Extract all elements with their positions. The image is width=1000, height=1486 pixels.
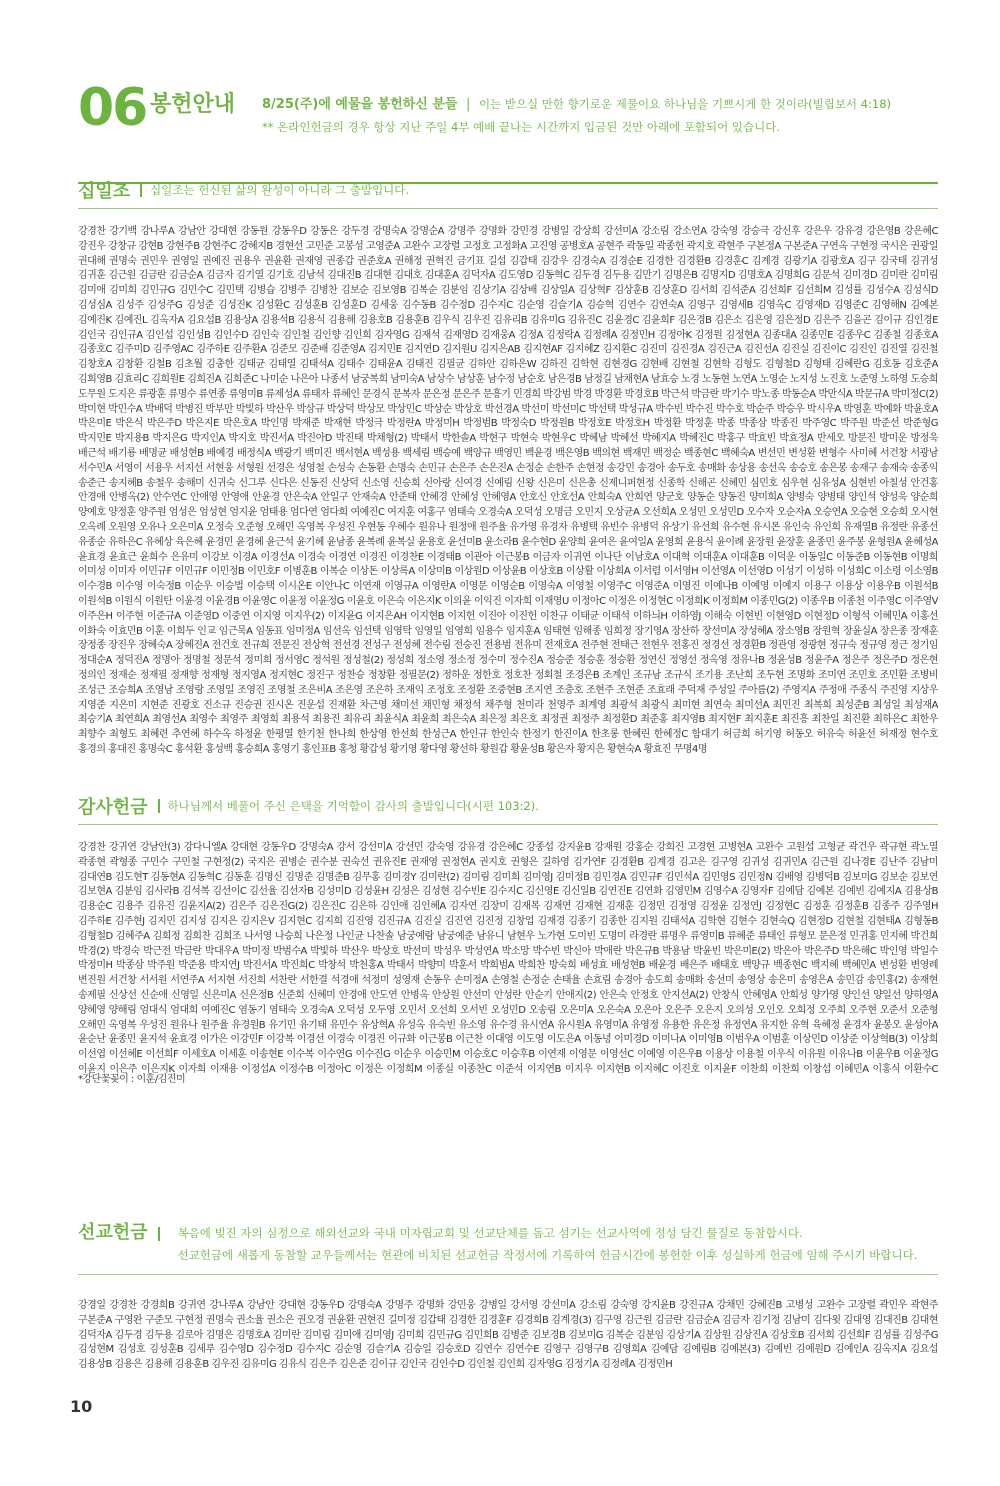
offering-date-title: 8/25(주)에 예물을 봉헌하신 분들 [262,97,458,112]
mission-heading [78,1220,938,1272]
mission-description-line-1: 복음에 빚진 자의 심정으로 해외선교와 국내 미자립교회 및 선교단체를 돕고 섬기는 선교사역에 정성 담긴 물질로 동참합시다. [177,1226,803,1240]
separator-bar: | [466,97,471,112]
flower-offering-footnote: *강단꽃꽂이 : 이훈/김진미 [78,1074,186,1085]
mission-divider [78,1274,938,1275]
separator-bar [140,183,142,197]
mission-description [178,1220,918,1266]
separator-bar [158,799,160,813]
mission-description-line-2: 선교헌금에 새롭게 동참할 교우들께서는 현관에 비치된 선교헌금 작정서에 기록하여 헌금시간에 봉헌한 이후 성실하게 헌금에 임해 주시기 바랍니다. [177,1248,918,1262]
thanks-heading [78,790,938,822]
section-title: 봉헌안내 [150,92,236,117]
tithe-name-list: 강경찬 강기백 강나루A 강남안 강대현 강동원 강동우D 강동은 강두경 강명숙A 강명순A 강명주 강명화 강민경 강병일 강상희 강선미A 강소림 강소연A 강숙영 강승극 강신후 강은우 강유경 강은영B 강은혜C 강진우 강창규 강현B 강현주B 강현주C 강혜지B 경현선 고민준 고봉성 고영준A 고완수 고장렬 고정호 고정화A 고진영 공병호A 공현주 곽동일 곽종헌 곽지호 곽현주 구본정A 구본준A 구연옥 구현정 국시은 권광일 권대해 권명숙 권민우 권영일 권예진 권용우 권윤환 권재영 권종갑 권준호A 권해정 권혁진 금기표 길섭 김갑태 김강우 김경숙A 김경순E 김경한 김경환B 김경훈C 김계경 김광기A 김광호A 김구 김국태 김귀성 김귀훈 김근원 김금란 김금순A 김금자 김기열 김기호 김남석 김대진B 김대현 김대호 김대훈A 김덕자A 김도영D 김동혁C 김두경 김두용 김만기 김명은B 김명지D 김명호A 김명희G 김문석 김미경D 김미란 김미림 김미애 김미희 김민규G 김민수C 김민택 김병습 김병주 김병찬 김보순 김보영B 김복순 김분임 김상기A 김상배 김상일A 김상혁F 김상훈B 김상훈D 김서희 김석준A 김선희F 김선희M 김성률 김성수A 김성식D 김성심A 김성주 김성주G 김성준 김성진K 김성환C 김성훈B 김성훈D 김세웅 김수동B 김수정D 김수지C 김순영 김슬기A 김승혁 김연수 김연숙A 김영구 김영세B 김영옥C 김영재D 김영준C 김영해N 김예본 김예진K 김예진L 김옥자A 김요섭B 김용상A 김용석B 김용식 김용해 김용호B 김용훈B 김우식 김우진 김유리B 김유미G 김유진C 김윤경C 김윤희F 김은경B 김은소 김은영 김은정D 김은주 김을곤 김이규 김인경E 김인국 김인규A 김인섭 김인성B 김인수D 김인숙 김인철 김인향 김인희 김자영G 김재석 김재영D 김재웅A 김정A 김정락A 김정례A 김정민H 김정아K 김정원 김정현A 김종대A 김종민E 김종우C 김종철 김종호A 김종호C 김주미D 김주영AC 김주하E 김주환A 김준모 김준배 김준영A 김지민E 김지연D 김지원U 김지은AB 김지현AF 김지혜Z 김지환C 김진미 김진경A 김진근A 김진선A 김진실 김진이C 김진인 김진열 김진철 김창호A 김창환 김철B 김초월 김충한 김태균 김태열 김태석A 김태수 김태윤A 김태진 김필균 김하안 김하은W 김하진 김학현 김현경G 김현배 김현철 김현학 김형도 김형철D 김형태 김혜란G 김호동 김호준A 김회영B 김효리C 김희원E 김희진A 김희준C 나미순 나은아 나종서 남궁복희 남미숙A 남상수 남상훈 남수정 남순호 남은경B 남정길 남채현A 남효승 노경 노동현 노연A 노영순 노지성 노진호 노준영 노하영 도승희 도무원 도지은 류광훈 류명수 류연종 류영미B 류제성A 류태자 류혜인 문경식 문복자 문은정 문은주 문흥기 민경희 박강범 박경 박경환 박경호B 박근석 박금란 박기수 박노종 박동순A 박만식A 박문규A 박미정C(2) 박미현 박민수A 박배덕 박병진 박부만 박빛하 박산우 박삼규 박상덕 박상모 박상민C 박상순 박상호 박선경A 박선미 박선미C 박선택 박성규A 박수빈 박수진 박수호 박순주 박승우 박시우A 박영훈 박예화 박윤호A 박은미E 박은식 박은주D 박은지E 박은호A 박인명 박재준 박재현 박정극 박정란A 박정미H 박정범B 박정숙D 박정원B 박정호E 박정호H 박정환 박정훈 박종 박종삼 박종진 박주영C 박주원 박준선 박준형G 박지민E 박지용B 박지은G 박지인A 박지호 박진서A 박진아D 박진태 박채형(2) 박태서 박한솔A 박현구 박현숙 박현우C 박혜남 박혜선 박혜지A 박혜진C 박홍구 박효빈 박효정A 반세오 방문진 방미운 방정욱 배근석 배기룡 배명균 배성현B 배예경 배정식A 백광기 백미진 백서현A 백성용 백세림 백승예 백양규 백영민 백윤경 백은영B 백의현 백재민 백정순 백종현C 백혜숙A 변선민 변성환 변형수 사미혜 서건창 서광남 서수민A 서영이 서용우 서지선 서현웅 서형원 선경은 성영철 손성숙 손동환 손명숙 손민규 손은주 손은진A 손정순 손한주 손현정 송강민 송경아 송두호 송매화 송상용 송선옥 송승호 송은봉 송재구 송재숙 송종익 송준근 송지혜B 송철우 송해미 신귀숙 신그루 신다은 신동진 신상덕 신소영 신승희 신아랑 신여경 신예림 신왕 신은미 신은총 신제니퍼현정 신종학 신해곤 신혜민 심민호 심우현 심유성A 심현빈 아칠성 안건홍 안경애 안병옥(2) 안수연C 안애영 안영애 안윤경 안은숙A 안일구 안재숙A 안준태 안혜경 안혜성 안혜영A 안호신 안호선A 안희숙A 안희연 양군호 양동순 양동진 양미희A 양병숙 양병태 양인석 양성욱 양순희 양예호 양정훈 양주원 엄성은 엄성현 엄지윤 엄태용 엄다연 엄다희 여예진C 여지훈 여홍구 염태숙 오경숙A 오덕성 오명금 오민지 오상균A 오선희A 오성민 오성민D 오수자 오순자A 오승연A 오승현 오승희 오시현 오옥례 오원영 오유나 오은미A 오정숙 오준형 오해민 옥영복 우성진 우현동 우혜수 원유나 원정애 원주율 유가영 유경자 유병택 유빈수 유병덕 유상기 유선희 유수현 유시몬 유인숙 유인희 유재열B 유정란 유종선 유종순 유하은C 유혜상 육은혜 윤경민 윤경혜 윤근석 윤기혜 윤남종 윤복례 윤복실 윤용호 윤선미B 윤소라B 윤수현D 윤양희 윤여은 윤여일A 윤영희 윤용식 윤이례 윤장원 윤장훈 윤종민 윤주봉 윤형원A 윤혜성A 윤효경 윤효근 윤희수 은유미 이강보 이경A 이경선A 이경숙 이경연 이경진 이경찬E 이경태B 이관아 이근봉B 이금자 이귀연 이나단 이남호A 이대혁 이대훈A 이대훈B 이덕운 이동일C 이동준B 이동현B 이명희 이미성 이미자 이민규F 이민규F 이민정B 이민호F 이병훈B 이복순 이상돈 이상록A 이상미B 이상원D 이상윤B 이상호B 이상활 이상희A 이서렴 이서영H 이선영A 이선영D 이성기 이성하 이성희C 이소령 이소영B 이수경B 이수영 이숙정B 이순우 이승법 이승택 이시온E 이안나C 이연재 이영규A 이영란A 이영문 이영순B 이영숙A 이영철 이영주C 이영준A 이영진 이예나B 이예영 이예지 이용구 이용상 이용우B 이원석B 이원석B 이원식 이원탄 이윤경 이윤경B 이윤영C 이윤정 이윤정G 이윤호 이은숙 이은지K 이의윤 이익진 이자희 이재영U 이정아C 이정은 이정현C 이정희K 이정희M 이종민G(2) 이종우B 이종천 이주영C 이주영V 이주은H 이주현 이준규A 이준영D 이중연 이지영 이지우(2) 이지윤G 이지은AH 이지현B 이지헌 이진아 이진헌 이찬규 이태균 이태석 이하늬H 이하영J 이해숙 이현빈 이현영D 이현정D 이형석 이혜민A 이홍선 이화숙 이효민B 이훈 이희두 인교 임근묵A 임동표 임미정A 임선옥 임선택 임영탁 임영일 임영희 임용수 임지훈A 임태현 임해종 임희정 장기영A 장산하 장선미A 장성혜A 장소영B 장원혁 장윤실A 장은종 장재훈 장정종 장진우 장혜숙A 장혜진A 전건호 전규희 전문진 전상혁 전선경 전성구 전성혜 전수림 전승진 전용범 전유미 전재호A 전주현 전태근 전현우 전홍진 정경선 정경환B 정관영 정광현 정규숙 정규영 정근 정기임 정대순A 정덕진A 정명아 정명철 정문석 정미희 정서영C 정석원 정성철(2) 정성희 정소영 정소정 정수미 정수진A 정승준 정승훈 정승환 정연신 정영선 정옥영 정유나B 정윤성B 정윤주A 정은주 정은주D 정은현 정의인 정재순 정재필 정재향 정재형 정지영A 정지현C 정진구 정찬승 정창환 정필문(2) 정하운 정한호 정호찬 정회철 조경은B 조계인 조규남 조규식 조기용 조난희 조두현 조명화 조미연 조민호 조민환 조병비 조성근 조승희A 조영남 조영랑 조영일 조영진 조영철 조은비A 조은영 조은하 조재익 조정호 조정환 조중현B 조지연 조층호 조현주 조현준 조효래 주덕재 주성일 주아름(2) 주영지A 주정애 주종식 주진영 지상우 지영준 지은미 지현준 진광호 진소규 진승권 진시온 진운섭 진재환 차근영 채미선 채민형 채정석 채주형 천미라 천영주 최계영 최광석 최광식 최미현 최연숙 최미선A 최민진 최복희 최성준B 최성일 최성재A 최승기A 최연희A 최영선A 최영수 최영주 최영희 최용석 최용진 최유리 최윤식A 최윤희 최은숙A 최은정 최은호 최정권 최정주 최정환D 최준홍 최지영B 최지현F 최지훈E 최진흥 최찬일 최진환 최하은C 최한우 최향수 최형도 최혜련 추연혜 하수옥 하정윤 한평열 한기천 한나희 한상영 한선희 한성근A 한인규 한인숙 한정기 한진이A 한초롱 한혜린 한혜정C 함대기 허금희 허기영 허동오 허유숙 허윤선 허재정 현수호 홍경의 홍대진 홍명숙C 홍석환 홍성백 홍승희A 홍영기 홍인표B 홍청 황갑성 황기영 황다영 황선하 황원갑 황윤성B 황은자 황지은 황현숙A 황효진 무명4명 [78,226,938,755]
tithe-heading [78,174,938,206]
thanks-title: 감사헌금 [78,797,148,818]
offering-date-line [262,94,891,115]
tithe-divider [78,208,938,209]
thanks-name-list: 강경찬 강귀연 강남안(3) 강다니엘A 강대현 강동우D 강명숙A 강서 강선미A 강선민 강숙영 강유경 강은혜C 강종섭 강지윤B 강재원 강홍순 강희진 고경현 고병현A 고완수 고원섭 고형균 곽건우 곽규현 곽노열 곽종현 곽형종 구민수 구민철 구현정(2) 국지은 권병순 권수분 권숙선 권유진E 권재영 권정현A 권지호 권형은 길하영 김가연F 김경환B 김계경 김고은 김구영 김귀성 김귀민A 김근원 김나경E 김난주 김남미 김대연B 김도현T 김동현A 김동혁C 김동훈 김명신 김명준 김명준B 김무홍 김미경Y 김미란(2) 김미림 김미희 김미영J 김미정B 김민경A 김민규F 김민석A 김민영S 김민정N 김배영 김병덕B 김보미G 김보순 김보연 김보현A 김분임 김사라B 김석복 김선이C 김선율 김선자B 김성미D 김성윤H 김성은 김성현 김수빈E 김수지C 김신영E 김신일B 김연진E 김연화 김영민M 김영수A 김영자F 김예담 김예본 김예빈 김예지A 김용상B 김용순C 김용주 김유진 김윤지A(2) 김은주 김은진G(2) 김은진C 김은하 김인애 김인혜A 김자연 김장미 김재목 김재연 김재현 김재훈 김정민 김정영 김정윤 김정연J 김정현C 김정훈 김정훈B 김종주 김주영H 김주하E 김주현J 김지민 김지성 김지은 김지은V 김지현C 김지희 김진영 김진규A 김진실 김진연 김진정 김창업 김재경 김종기 김종한 김지원 김태석A 김학현 김현수 김현숙Q 김현정D 김현철 김현태A 김형동B 김형철D 김혜주A 김희정 김희찬 김희조 나서영 나승희 나은정 나인균 나찬솔 남궁예람 남궁예준 남유니 남현우 노가현 도미빈 도명미 라경란 류명우 류영미B 류혜준 류태인 류형모 문은정 민귀홍 민지혜 박건희 박경(2) 박경숙 박근전 박금란 박대우A 박미정 박범수A 박빛하 박산우 박상호 박선미 박성우 박성연A 박소망 박수빈 박신아 박애란 박은규B 박용남 박윤빈 박은미E(2) 박은아 박은주D 박은해C 박인영 박일수 박정미H 박종삼 박주원 박준용 박지연J 박진서A 박진희C 박창석 박천홍A 박태서 박향미 박훈서 박희범A 박희찬 방숙희 배성효 배성현B 배윤경 배은주 배태호 백양규 백종현C 백지혜 백혜민A 변성환 변영례 변진원 서건창 서서원 서연주A 서지현 서진희 서찬란 서한결 석경애 석정미 성영재 손동우 손미정A 손영철 손정순 손태율 손효림 송경아 송도희 송매화 송선미 송영상 송은미 송영은A 송민감 송민홍(2) 송재현 송제필 신상선 신순애 신영일 신은미A 신은정B 신준희 신혜미 안경애 안도연 안병옥 안상원 안선미 안성란 안순기 안애지(2) 안은숙 안정호 안지선A(2) 안창식 안혜영A 안희성 양가영 양인선 양일선 양하영A 양혜영 양해림 엄대식 엄대희 여예진C 염동기 염태숙 오경숙A 오덕성 오두영 오민서 오선희 오서빈 오성민D 오송림 오은미A 오은숙A 오은아 오은주 오은지 오의성 오인오 오희정 오주희 오주현 오준서 오준형 오해민 옥영복 우성진 원유나 원주율 유경원B 유기민 유기태 유민수 유상혁A 유성옥 유숙빈 유소영 유수경 유시연A 유시원A 유영미A 유영정 유용한 유은정 유정연A 유지한 유혁 육혜정 윤경자 윤봉오 윤성아A 윤순난 윤종민 윤지석 윤효경 이가은 이강민F 이강복 이경선 이경숙 이경진 이규화 이근봉B 이근찬 이대영 이도영 이도은A 이동녕 이미경D 이미나A 이미영B 이범우A 이범훈 이상민D 이상준 이상혁B(3) 이상희 이선엽 이선혜E 이선희F 이세호A 이세훈 이송현E 이수복 이수연G 이수진G 이순우 이승민M 이승호C 이승후B 이연재 이영문 이영선C 이예영 이은우B 이용상 이용철 이우식 이유원 이유나B 이윤우B 이윤정G 이윤지 이은주 이은지K 이자희 이재용 이정섭A 이정수B 이정아C 이정은 이정희M 이종실 이종찬C 이준석 이지연B 이지우 이지현B 이지혜C 이진호 이지윤F 이찬희 이찬희 이창섭 이혜민A 이홍식 이환수C [78,842,938,1073]
online-offering-note: ** 온라인헌금의 경우 항상 지난 주일 4부 예배 끝나는 시간까지 입금된 것만 아래에 포함되어 있습니다. [262,120,781,134]
thanks-divider [78,824,938,825]
page-number: 10 [70,1397,93,1416]
mission-title: 선교헌금 [78,1222,148,1243]
offering-header [78,78,938,184]
separator-bar [158,1227,160,1241]
mission-section [78,1220,938,1374]
section-number: 06 [78,78,147,138]
tithe-description: 십일조는 헌신된 삶의 완성이 아니라 그 출발입니다. [150,183,410,197]
thanks-section [78,790,938,1088]
mission-name-list: 강경일 강경찬 강경희B 강귀연 강나루A 강남안 강대현 강동우D 강명숙A 강명주 강명화 강민웅 강병일 강서영 강선미A 강소림 강숙영 강지윤B 강진규A 강채민 강혜진B 고병성 고완수 고장렬 곽민우 곽현주 구본준A 구영완 구준모 구현정 권명숙 권소율 권소은 권오경 권윤환 권현진 길미정 김갑태 김경한 김경훈F 김경희B 김계경(3) 김구영 김근원 김금란 김금순A 김금자 김기정 김남미 김다윗 김대영 김대진B 김대현 김덕자A 김두경 김두용 김로아 김명은 김명호A 김미란 김미림 김미애 김미영J 김미희 김민규G 김민희B 김병준 김보경B 김보미G 김복순 김분임 김상기A 김상원 김상진A 김상호B 김서희 김선희F 김성률 김성주G 김성현M 김성호 김성훈B 김세루 김수영D 김수정D 김수지C 김순영 김슬기A 김승일 김승호D 김연수 김연수E 김영구 김영구B 김영희A 김예담 김예림B 김예본(3) 김예빈 김예원D 김예인A 김옥지A 김요섭 김용상B 김용은 김용해 김용훈B 김우진 김유미G 김유식 김은주 김은준 김이규 김인국 김인수D 김인철 김인희 김자영G 김정기A 김정례A 김정민H [78,1300,938,1371]
tithe-title: 십일조 [78,181,131,202]
tithe-section [78,174,938,803]
bible-verse: 이는 받으실 만한 향기로운 제물이요 하나님을 기쁘시게 한 것이라(빌립보서 4:18) [478,97,892,111]
thanks-description: 하나님께서 베풀어 주신 은택을 기억함이 감사의 출발입니다(시편 103:2). [167,799,539,813]
